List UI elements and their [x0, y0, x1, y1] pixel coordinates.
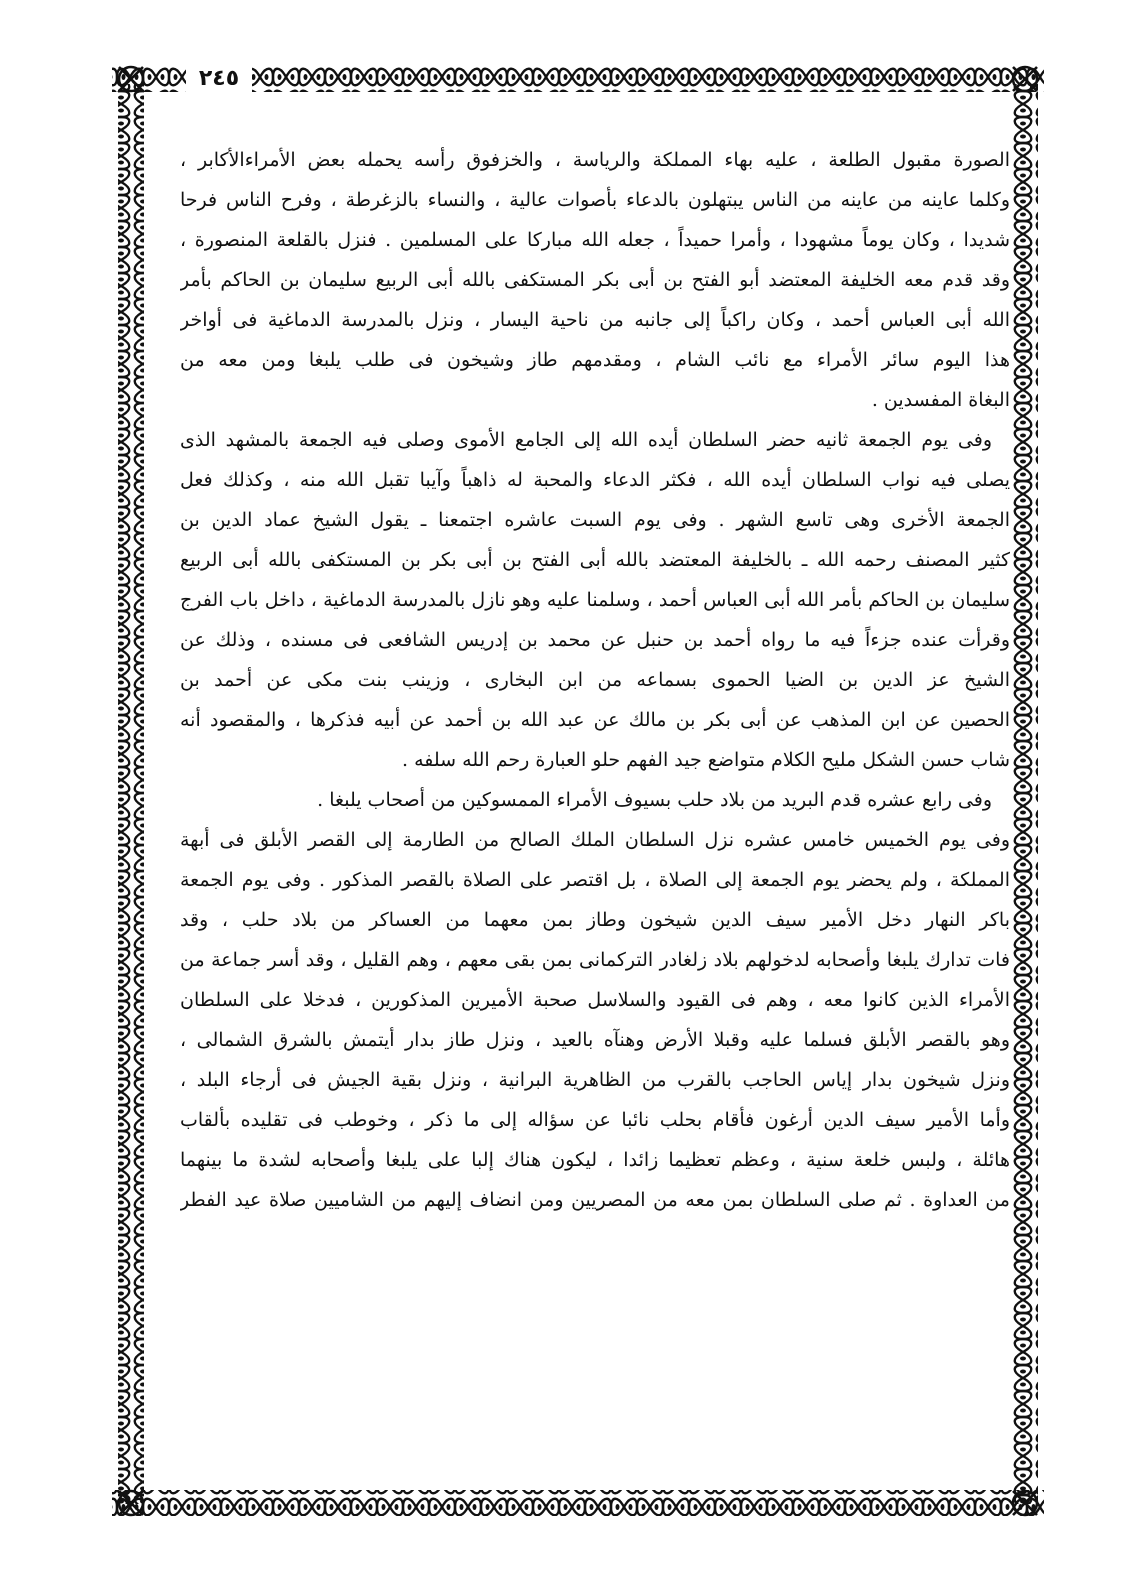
- text-line: البغاة المفسدين .: [871, 389, 1010, 411]
- text-line: فات تدارك يلبغا وأصحابه لدخولهم بلاد زلغادر التركمانى بمن بقى معهم ، وهم القليل ، وقد أسر جماعة من: [180, 949, 1010, 971]
- border-right: [1012, 84, 1038, 1504]
- text-line: سليمان بن الحاكم بأمر الله أبى العباس أحمد ، وسلمنا عليه وهو نازل بالمدرسة الدماغية ، داخل باب الفرج: [180, 589, 1010, 611]
- text-line: وقرأت عنده جزءاً فيه ما رواه أحمد بن حنبل عن محمد بن إدريس الشافعى فى مسنده ، وذلك عن: [180, 629, 1010, 651]
- text-line: الأمراء الذين كانوا معه ، وهم فى القيود والسلاسل صحبة الأميرين المذكورين ، فدخلا على السلطان: [180, 989, 1010, 1011]
- text-line: من العداوة . ثم صلى السلطان بمن معه من المصريين ومن انضاف إليهم من الشاميين صلاة عيد الفطر: [180, 1189, 1010, 1211]
- text-line: يصلى فيه نواب السلطان أيده الله ، فكثر الدعاء والمحبة له ذاهباً وآيبا تقبل الله منه ، وكذلك فعل: [180, 469, 1010, 491]
- text-line: هائلة ، ولبس خلعة سنية ، وعظم تعظيما زائدا ، ليكون هناك إلبا على يلبغا وأصحابه لشدة ما بينهما: [180, 1149, 1010, 1171]
- text-line: الحصين عن ابن المذهب عن أبى بكر بن مالك عن عبد الله بن أحمد عن أبيه فذكرها ، والمقصود أنه: [180, 709, 1010, 731]
- text-line: وفى رابع عشره قدم البريد من بلاد حلب بسيوف الأمراء الممسوكين من أصحاب يلبغا .: [317, 789, 992, 811]
- text-line: باكر النهار دخل الأمير سيف الدين شيخون وطاز بمن معهما من العساكر من بلاد حلب ، وقد: [180, 909, 1010, 931]
- text-line: الله أبى العباس أحمد ، وكان راكباً إلى جانبه من ناحية اليسار ، ونزل بالمدرسة الدماغية فى أواخر: [180, 309, 1010, 331]
- text-line: كثير المصنف رحمه الله ـ بالخليفة المعتضد بالله أبى الفتح بن أبى بكر بن المستكفى بالله أبى الربيع: [180, 549, 1010, 571]
- text-line: شديدا ، وكان يوماً مشهودا ، وأمرا حميداً ، جعله الله مباركا على المسلمين . فنزل بالقلعة المنصورة ،: [180, 229, 1010, 251]
- text-line: هذا اليوم سائر الأمراء مع نائب الشام ، ومقدمهم طاز وشيخون فى طلب يلبغا ومن معه من: [180, 349, 1010, 371]
- text-line: الصورة مقبول الطلعة ، عليه بهاء المملكة والرياسة ، والخزفوق رأسه يحمله بعض الأمراءالأكابر ،: [180, 149, 1010, 171]
- text-line: وفى يوم الجمعة ثانيه حضر السلطان أيده الله إلى الجامع الأموى وصلى فيه الجمعة بالمشهد الذى: [180, 429, 993, 451]
- text-line: وأما الأمير سيف الدين أرغون فأقام بحلب نائبا عن سؤاله إلى ما ذكر ، وخوطب فى تقليده بألقاب: [180, 1109, 1010, 1131]
- text-line: ونزل شيخون بدار إياس الحاجب بالقرب من الظاهرية البرانية ، ونزل بقية الجيش فى أرجاء البلد ،: [180, 1069, 1010, 1091]
- border-left: [118, 84, 144, 1504]
- text-line: وكلما عاينه من عاينه من الناس يبتهلون بالدعاء بأصوات عالية ، والنساء بالزغرطة ، وفرح الناس فرحا: [180, 189, 1010, 211]
- main-text: [180, 140, 1010, 1500]
- text-line: شاب حسن الشكل مليح الكلام متواضع جيد الفهم حلو العبارة رحم الله سلفه .: [402, 749, 1010, 771]
- text-line: الشيخ عز الدين بن الضيا الحموى بسماعه من ابن البخارى ، وزينب بنت مكى عن أحمد بن: [180, 669, 1010, 691]
- text-line: وقد قدم معه الخليفة المعتضد أبو الفتح بن أبى بكر المستكفى بالله أبى الربيع سليمان بن الحاكم بأمر: [180, 269, 1010, 291]
- text-line: الجمعة الأخرى وهى تاسع الشهر . وفى يوم السبت عاشره اجتمعنا ـ يقول الشيخ عماد الدين بن: [180, 509, 1010, 531]
- text-line: وفى يوم الخميس خامس عشره نزل السلطان الملك الصالح من الطارمة إلى القصر الأبلق فى أبهة: [180, 829, 1010, 851]
- page-number: ٢٤٥: [186, 62, 252, 96]
- text-line: المملكة ، ولم يحضر يوم الجمعة إلى الصلاة ، بل اقتصر على الصلاة بالقصر المذكور . وفى يوم الجمعة: [180, 869, 1010, 891]
- text-line: وهو بالقصر الأبلق فسلما عليه وقبلا الأرض وهنآه بالعيد ، ونزل طاز بدار أيتمش بالشرق الشمالى ،: [180, 1029, 1010, 1051]
